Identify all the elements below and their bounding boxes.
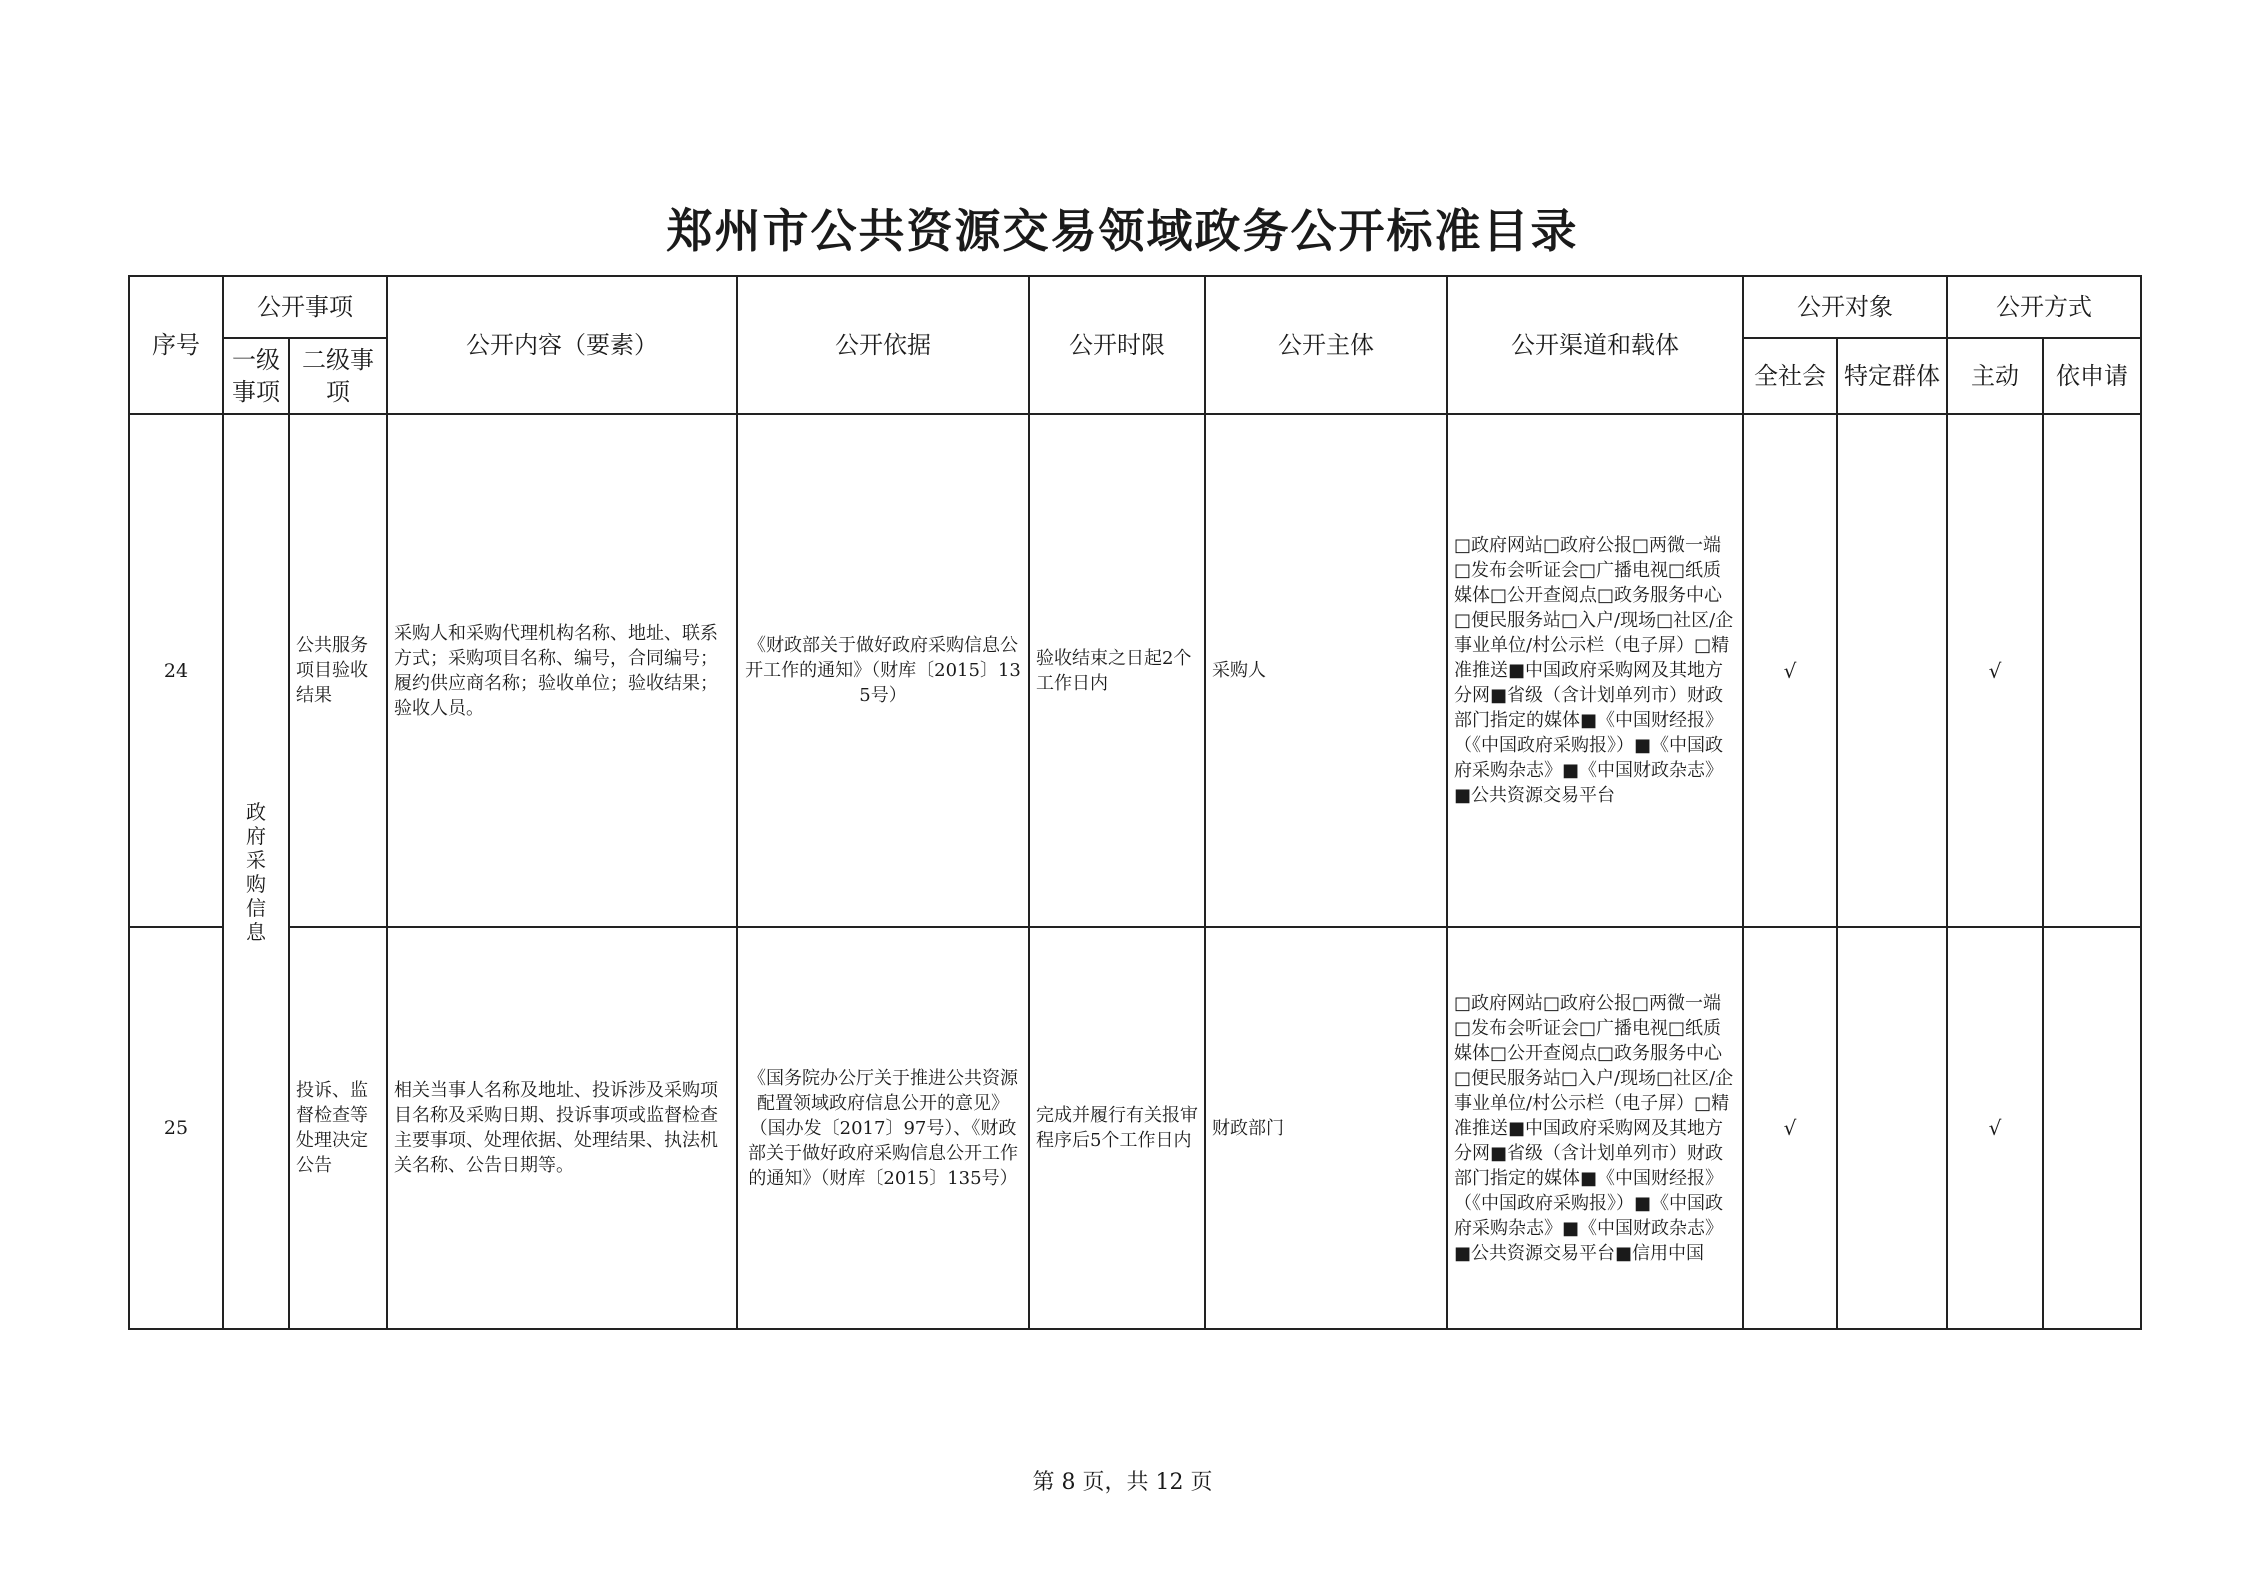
table-row [129, 414, 2141, 927]
row-active-check: √ [1947, 927, 2043, 1329]
catalog-table [128, 275, 2142, 1330]
level1-label: 政府采购信息 [246, 799, 266, 944]
row-subject: 财政部门 [1205, 927, 1447, 1329]
header-on-request: 依申请 [2043, 338, 2141, 414]
header-row-1 [129, 276, 2141, 338]
row-channel: □政府网站□政府公报□两微一端□发布会听证会□广播电视□纸质媒体□公开查阅点□政务服务中心□便民服务站□入户/现场□社区/企事业单位/村公示栏（电子屏）□精准推送■中国政府采购网及其地方分网■省级（含计划单列市）财政部门指定的媒体■《中国财经报》（《中国政府采购报》）■《中国政府采购杂志》■《中国财政杂志》■公共资源交易平台 [1447, 414, 1743, 927]
row-specific-group-check [1837, 927, 1947, 1329]
row-seq: 25 [129, 927, 223, 1329]
row-basis: 《国务院办公厅关于推进公共资源配置领域政府信息公开的意见》（国办发〔2017〕97号）、《财政部关于做好政府采购信息公开工作的通知》（财库〔2015〕135号） [737, 927, 1029, 1329]
header-specific-group: 特定群体 [1837, 338, 1947, 414]
row-on-request-check [2043, 414, 2141, 927]
header-level1: 一级事项 [223, 338, 289, 414]
header-level2: 二级事项 [289, 338, 387, 414]
header-channel: 公开渠道和载体 [1447, 276, 1743, 414]
header-basis: 公开依据 [737, 276, 1029, 414]
row-on-request-check [2043, 927, 2141, 1329]
row-level2: 公共服务项目验收结果 [289, 414, 387, 927]
level1-cell [223, 414, 289, 1329]
row-time-limit: 验收结束之日起2个工作日内 [1029, 414, 1205, 927]
page-number: 第 8 页，共 12 页 [1032, 1470, 1213, 1495]
header-method: 公开方式 [1947, 276, 2141, 338]
header-matter: 公开事项 [223, 276, 387, 338]
row-level2: 投诉、监督检查等处理决定公告 [289, 927, 387, 1329]
row-subject: 采购人 [1205, 414, 1447, 927]
header-target: 公开对象 [1743, 276, 1947, 338]
table-row [129, 927, 2141, 1329]
row-time-limit: 完成并履行有关报审程序后5个工作日内 [1029, 927, 1205, 1329]
header-seq: 序号 [129, 276, 223, 414]
row-channel: □政府网站□政府公报□两微一端□发布会听证会□广播电视□纸质媒体□公开查阅点□政务服务中心□便民服务站□入户/现场□社区/企事业单位/村公示栏（电子屏）□精准推送■中国政府采购网及其地方分网■省级（含计划单列市）财政部门指定的媒体■《中国财经报》（《中国政府采购报》）■《中国政府采购杂志》■《中国财政杂志》■公共资源交易平台■信用中国 [1447, 927, 1743, 1329]
page-title: 郑州市公共资源交易领域政务公开标准目录 [666, 204, 1579, 258]
header-subject: 公开主体 [1205, 276, 1447, 414]
row-basis: 《财政部关于做好政府采购信息公开工作的通知》（财库〔2015〕135号） [737, 414, 1029, 927]
header-content: 公开内容（要素） [387, 276, 737, 414]
row-whole-society-check: √ [1743, 414, 1837, 927]
row-content: 采购人和采购代理机构名称、地址、联系方式；采购项目名称、编号，合同编号；履约供应商名称；验收单位；验收结果；验收人员。 [387, 414, 737, 927]
row-content: 相关当事人名称及地址、投诉涉及采购项目名称及采购日期、投诉事项或监督检查主要事项、处理依据、处理结果、执法机关名称、公告日期等。 [387, 927, 737, 1329]
header-time-limit: 公开时限 [1029, 276, 1205, 414]
header-whole-society: 全社会 [1743, 338, 1837, 414]
row-active-check: √ [1947, 414, 2043, 927]
row-specific-group-check [1837, 414, 1947, 927]
header-active: 主动 [1947, 338, 2043, 414]
row-whole-society-check: √ [1743, 927, 1837, 1329]
row-seq: 24 [129, 414, 223, 927]
